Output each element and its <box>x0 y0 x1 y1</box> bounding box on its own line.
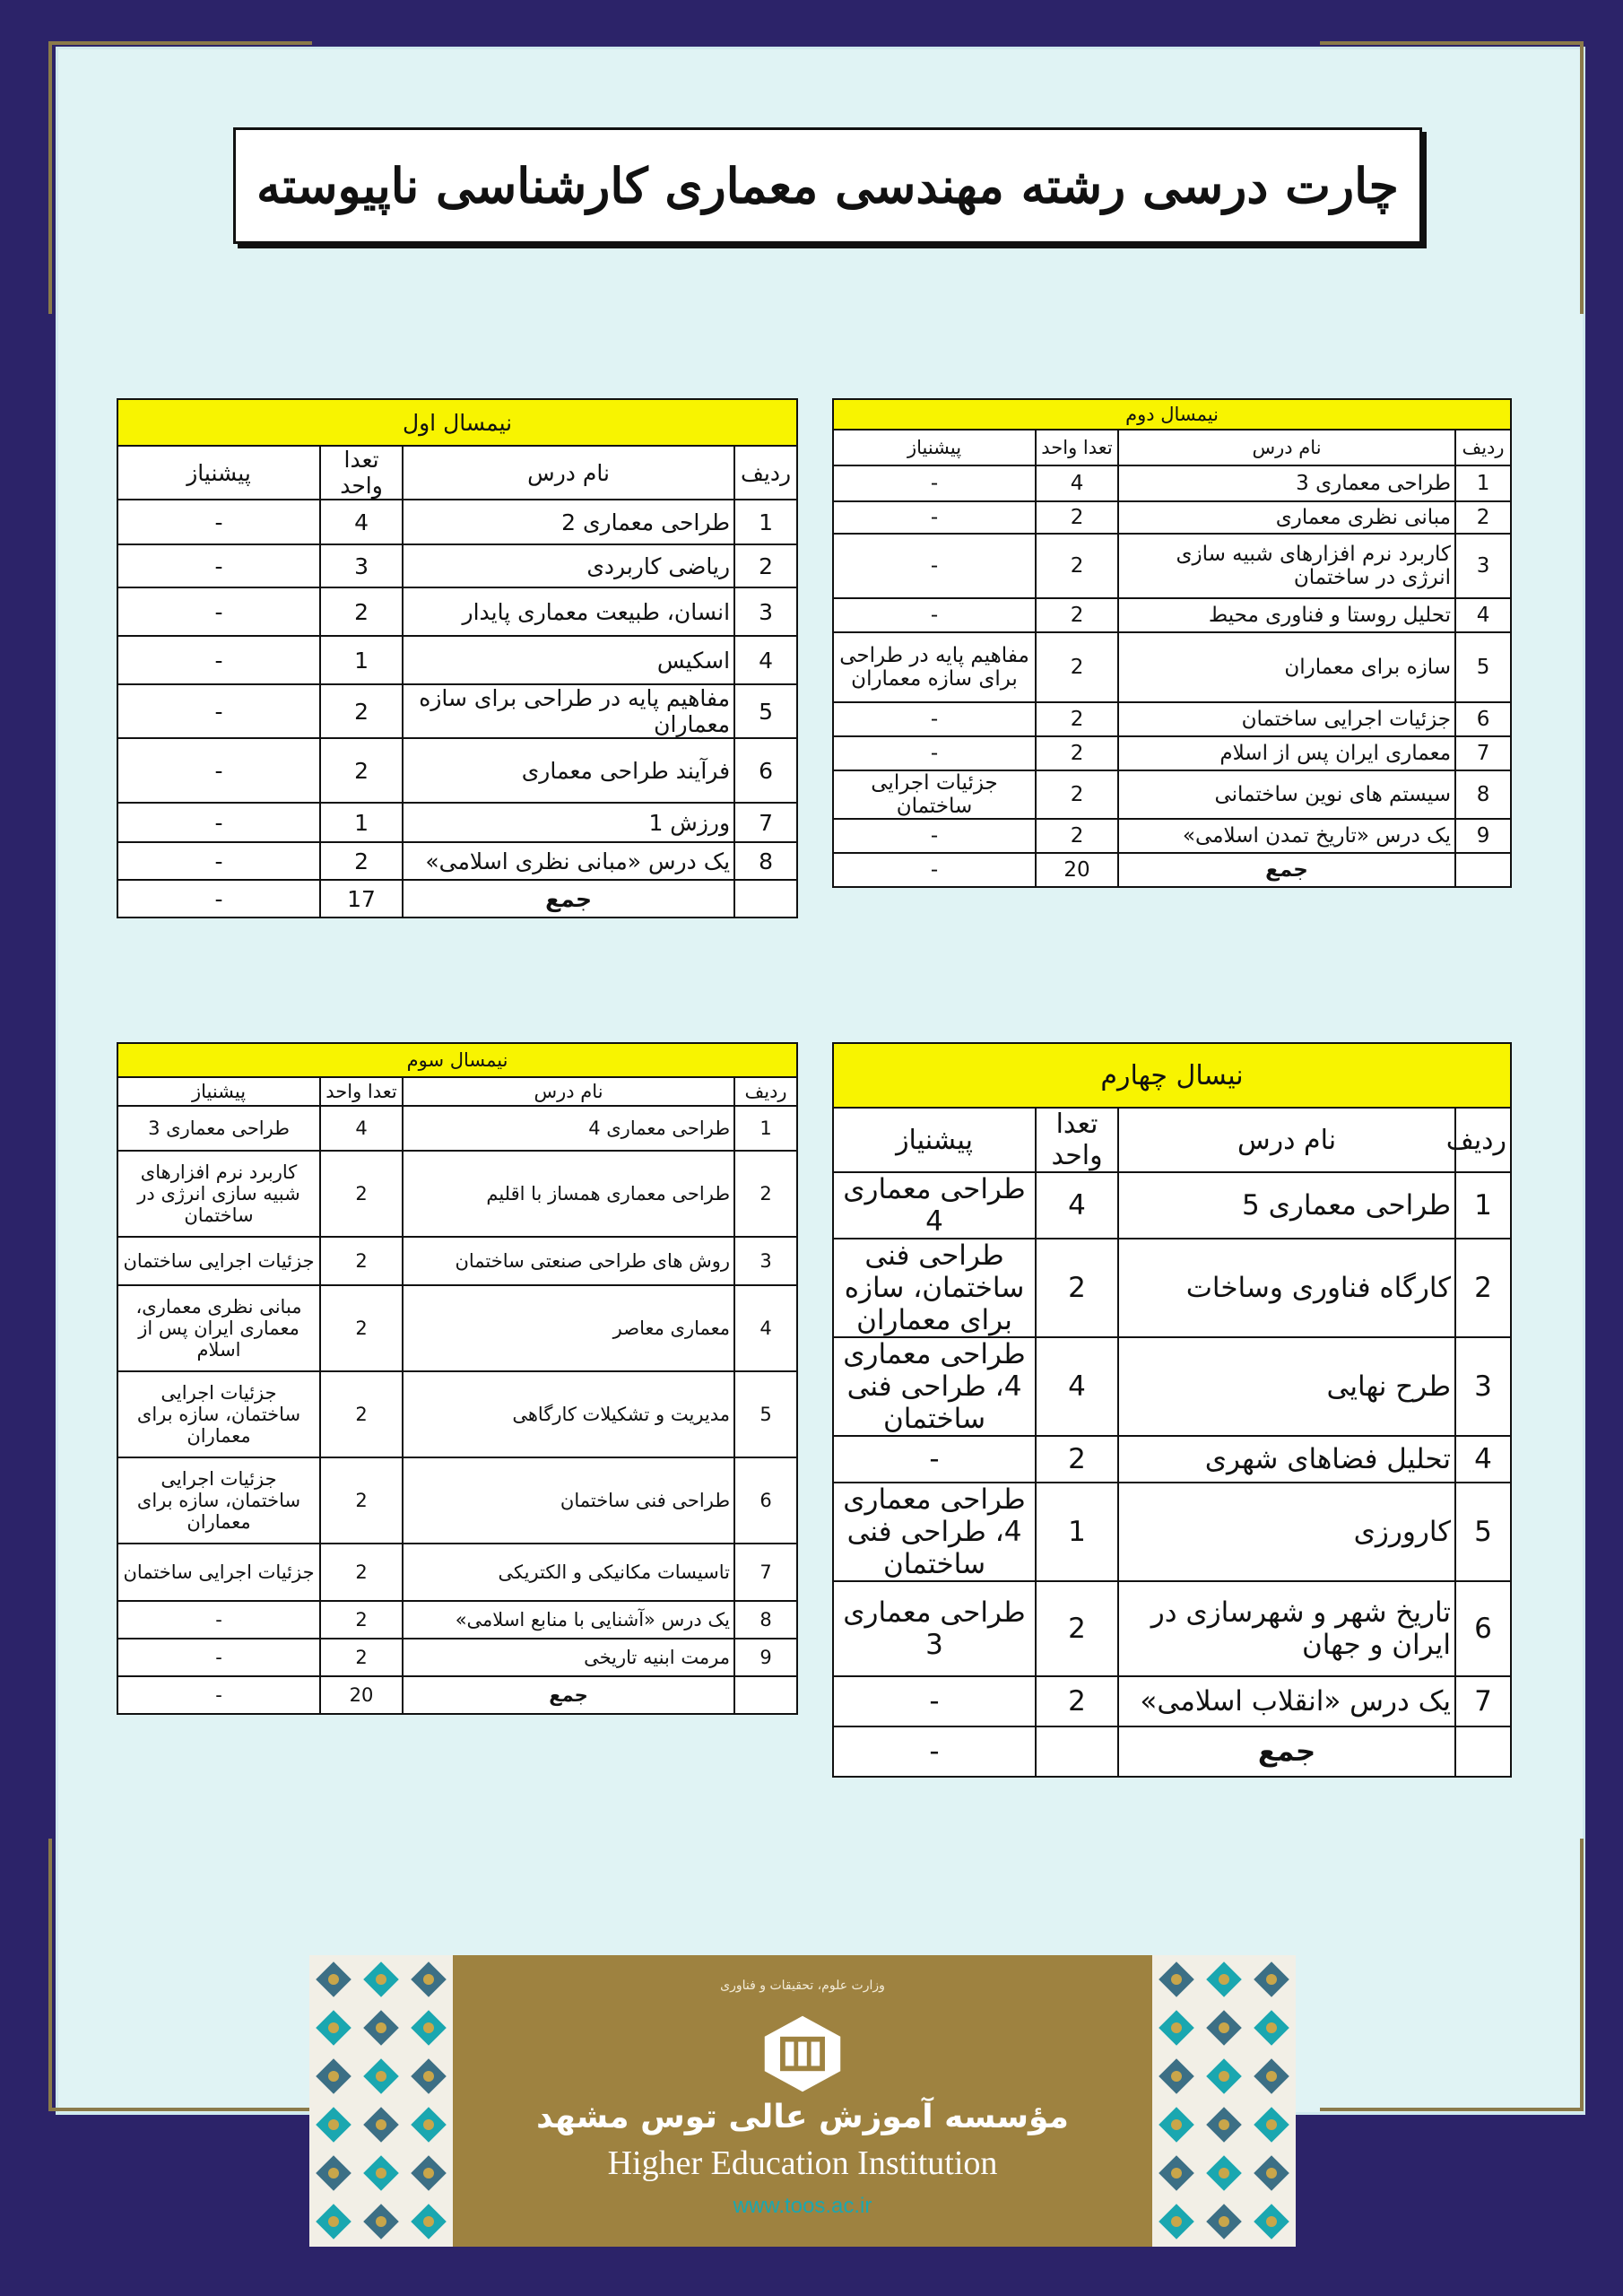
pattern-dot <box>328 2168 339 2179</box>
table-row <box>833 1676 1511 1726</box>
course-name: طراحی فنی ساختمان <box>403 1457 734 1544</box>
table-row <box>117 636 797 684</box>
course-units: 1 <box>1036 1483 1118 1581</box>
pattern-dot <box>1171 2168 1182 2179</box>
course-prerequisite: - <box>117 544 320 587</box>
row-number: 5 <box>734 684 797 738</box>
pattern-dot <box>1219 2216 1229 2227</box>
course-name: طراحی معماری 2 <box>403 500 734 544</box>
pattern-dot <box>423 2168 434 2179</box>
row-number: 2 <box>734 544 797 587</box>
course-units: 4 <box>320 1106 403 1151</box>
course-units: 2 <box>1036 819 1118 853</box>
course-prerequisite: - <box>833 702 1036 736</box>
course-prerequisite: جزئیات اجرایی ساختمان، سازه برای معماران <box>117 1457 320 1544</box>
row-number: 5 <box>1455 1483 1511 1581</box>
row-number: 7 <box>734 1544 797 1601</box>
header-prerequisite: پیشنیاز <box>117 1077 320 1106</box>
header-course-name: نام درس <box>1118 1108 1455 1172</box>
pattern-dot <box>1171 2119 1182 2130</box>
course-name: یک درس «تاریخ تمدن اسلامی» <box>1118 819 1455 853</box>
row-number: 8 <box>734 1601 797 1639</box>
table-row <box>117 738 797 803</box>
course-units: 2 <box>1036 632 1118 702</box>
table-row <box>833 1172 1511 1239</box>
course-prerequisite: طراحی فنی ساختمان، سازه برای معماران <box>833 1239 1036 1337</box>
course-prerequisite: - <box>117 587 320 636</box>
course-prerequisite: - <box>117 636 320 684</box>
course-name: کارگاه فناوری وساخات <box>1118 1239 1455 1337</box>
pattern-dot <box>1266 2216 1277 2227</box>
row-number: 9 <box>734 1639 797 1676</box>
row-number: 3 <box>1455 534 1511 598</box>
course-units: 1 <box>320 803 403 842</box>
course-name: مدیریت و تشکیلات کارگاهی <box>403 1371 734 1457</box>
table-row <box>117 1601 797 1639</box>
semester-title: نیمسال اول <box>117 399 797 446</box>
pattern-dot <box>1266 2119 1277 2130</box>
course-units: 1 <box>320 636 403 684</box>
header-course-name: نام درس <box>403 446 734 500</box>
pattern-dot <box>1266 2022 1277 2033</box>
course-units: 2 <box>320 738 403 803</box>
total-units <box>1036 1726 1118 1777</box>
semester-1-table <box>117 398 798 918</box>
course-prerequisite: جزئیات اجرایی ساختمان <box>117 1544 320 1601</box>
course-prerequisite: - <box>117 684 320 738</box>
course-name: طراحی معماری 5 <box>1118 1172 1455 1239</box>
table-row <box>117 1106 797 1151</box>
row-number: 8 <box>1455 770 1511 819</box>
table-row <box>117 1285 797 1371</box>
row-number: 6 <box>1455 702 1511 736</box>
course-name: کاربرد نرم افزارهای شبیه سازی انرژی در ساختمان <box>1118 534 1455 598</box>
row-number: 3 <box>734 587 797 636</box>
semester-title: نیمسال سوم <box>117 1043 797 1077</box>
row-number: 4 <box>1455 598 1511 632</box>
pattern-dot <box>328 2071 339 2082</box>
page-title: چارت درسی رشته مهندسی معماری کارشناسی ناپیوسته <box>256 157 1399 214</box>
total-row-number <box>734 880 797 918</box>
total-row <box>117 1676 797 1714</box>
table-row <box>833 1483 1511 1581</box>
row-number: 6 <box>734 738 797 803</box>
table-row <box>833 1337 1511 1436</box>
pattern-dot <box>328 2216 339 2227</box>
row-number: 5 <box>734 1371 797 1457</box>
header-row-number: ردیف <box>1455 1108 1511 1172</box>
table-row <box>117 1639 797 1676</box>
course-prerequisite: - <box>833 819 1036 853</box>
table-row <box>117 1237 797 1285</box>
course-units: 2 <box>320 1285 403 1371</box>
table-row <box>117 842 797 880</box>
total-row <box>833 853 1511 887</box>
course-units: 2 <box>1036 534 1118 598</box>
pattern-dot <box>1171 1974 1182 1985</box>
row-number: 4 <box>734 636 797 684</box>
total-row-number <box>1455 853 1511 887</box>
course-prerequisite: طراحی معماری 4 <box>833 1172 1036 1239</box>
course-name: تحلیل فضاهای شهری <box>1118 1436 1455 1483</box>
course-prerequisite: طراحی معماری 3 <box>117 1106 320 1151</box>
total-prerequisite: - <box>833 1726 1036 1777</box>
semester-3-table <box>117 1042 798 1715</box>
course-units: 2 <box>320 1371 403 1457</box>
course-units: 4 <box>1036 1172 1118 1239</box>
course-name: یک درس «مبانی نظری اسلامی» <box>403 842 734 880</box>
course-name: مفاهیم پایه در طراحی برای سازه معماران <box>403 684 734 738</box>
table-row <box>833 632 1511 702</box>
header-course-name: نام درس <box>1118 430 1455 465</box>
row-number: 4 <box>1455 1436 1511 1483</box>
pattern-dot <box>376 2119 386 2130</box>
course-units: 2 <box>1036 1581 1118 1676</box>
course-units: 2 <box>1036 1676 1118 1726</box>
header-prerequisite: پیشنیاز <box>117 446 320 500</box>
table-row <box>117 587 797 636</box>
course-prerequisite: - <box>117 842 320 880</box>
row-number: 1 <box>734 500 797 544</box>
row-number: 5 <box>1455 632 1511 702</box>
ministry-text: وزارت علوم، تحقیقات و فناوری <box>720 1979 885 1993</box>
table-row <box>833 501 1511 534</box>
table-row <box>833 770 1511 819</box>
course-prerequisite: مبانی نظری معماری، معماری ایران پس از اسلام <box>117 1285 320 1371</box>
islamic-pattern-right <box>1152 1955 1296 2247</box>
table-row <box>117 1544 797 1601</box>
course-prerequisite: طراحی معماری 4، طراحی فنی ساختمان <box>833 1337 1036 1436</box>
course-name: طراحی معماری 4 <box>403 1106 734 1151</box>
course-prerequisite: طراحی معماری 3 <box>833 1581 1036 1676</box>
course-name: جزئیات اجرایی ساختمان <box>1118 702 1455 736</box>
course-prerequisite: جزئیات اجرایی ساختمان، سازه برای معماران <box>117 1371 320 1457</box>
total-row <box>833 1726 1511 1777</box>
row-number: 3 <box>734 1237 797 1285</box>
pattern-dot <box>1219 1974 1229 1985</box>
course-units: 2 <box>1036 702 1118 736</box>
course-units: 2 <box>320 1639 403 1676</box>
course-prerequisite: - <box>833 465 1036 501</box>
pattern-dot <box>376 1974 386 1985</box>
course-units: 4 <box>1036 465 1118 501</box>
course-prerequisite: - <box>833 1676 1036 1726</box>
header-units: تعدا واحد <box>320 1077 403 1106</box>
pattern-dot <box>423 2216 434 2227</box>
total-label: جمع <box>403 1676 734 1714</box>
course-prerequisite: مفاهیم پایه در طراحی برای سازه معماران <box>833 632 1036 702</box>
table-row <box>833 736 1511 770</box>
course-units: 3 <box>320 544 403 587</box>
total-label: جمع <box>1118 853 1455 887</box>
table-row <box>833 702 1511 736</box>
course-prerequisite: - <box>833 598 1036 632</box>
pattern-dot <box>376 2071 386 2082</box>
row-number: 6 <box>1455 1581 1511 1676</box>
semester-title: نیسال چهارم <box>833 1043 1511 1108</box>
pattern-dot <box>1171 2071 1182 2082</box>
institution-logo <box>309 1955 1296 2247</box>
course-units: 2 <box>320 684 403 738</box>
row-number: 2 <box>734 1151 797 1237</box>
logo-gold-panel <box>453 1955 1152 2247</box>
course-units: 2 <box>1036 1239 1118 1337</box>
total-prerequisite: - <box>117 1676 320 1714</box>
pattern-dot <box>1171 2216 1182 2227</box>
table-row <box>117 1457 797 1544</box>
pattern-dot <box>1266 2071 1277 2082</box>
pattern-dot <box>1266 2168 1277 2179</box>
course-units: 4 <box>320 500 403 544</box>
course-name: ورزش 1 <box>403 803 734 842</box>
pattern-dot <box>1219 2168 1229 2179</box>
table-row <box>117 1371 797 1457</box>
institution-name-fa: مؤسسه آموزش عالی توس مشهد <box>536 2099 1069 2135</box>
pattern-dot <box>423 2071 434 2082</box>
course-name: تاریخ شهر و شهرسازی در ایران و جهان <box>1118 1581 1455 1676</box>
course-name: یک درس «آشنایی با منابع اسلامی» <box>403 1601 734 1639</box>
total-prerequisite: - <box>117 880 320 918</box>
row-number: 7 <box>734 803 797 842</box>
corner-ornament <box>1320 1839 1584 2111</box>
table-row <box>117 684 797 738</box>
course-name: اسکیس <box>403 636 734 684</box>
pattern-dot <box>376 2216 386 2227</box>
table-row <box>117 500 797 544</box>
total-label: جمع <box>1118 1726 1455 1777</box>
course-name: تاسیسات مکانیکی و الکتریکی <box>403 1544 734 1601</box>
pattern-dot <box>376 2168 386 2179</box>
row-number: 8 <box>734 842 797 880</box>
course-prerequisite: طراحی معماری 4، طراحی فنی ساختمان <box>833 1483 1036 1581</box>
header-units: تعدا واحد <box>1036 430 1118 465</box>
course-prerequisite: - <box>833 1436 1036 1483</box>
course-units: 2 <box>1036 770 1118 819</box>
course-units: 2 <box>320 1151 403 1237</box>
course-units: 2 <box>1036 1436 1118 1483</box>
course-name: طراحی معماری همساز با اقلیم <box>403 1151 734 1237</box>
course-units: 2 <box>1036 598 1118 632</box>
table-row <box>117 803 797 842</box>
row-number: 2 <box>1455 1239 1511 1337</box>
semester-2-table <box>832 398 1512 888</box>
row-number: 1 <box>1455 1172 1511 1239</box>
course-prerequisite: - <box>833 501 1036 534</box>
course-prerequisite: - <box>833 736 1036 770</box>
course-name: انسان، طبیعت معماری پایدار <box>403 587 734 636</box>
pattern-dot <box>328 1974 339 1985</box>
institution-name-en: Higher Education Institution <box>607 2144 998 2182</box>
course-units: 2 <box>320 1544 403 1601</box>
total-prerequisite: - <box>833 853 1036 887</box>
pattern-dot <box>423 2119 434 2130</box>
course-prerequisite: - <box>833 534 1036 598</box>
row-number: 2 <box>1455 501 1511 534</box>
pattern-dot <box>328 2022 339 2033</box>
row-number: 1 <box>1455 465 1511 501</box>
islamic-pattern-left <box>309 1955 453 2247</box>
course-units: 2 <box>1036 501 1118 534</box>
course-name: یک درس «انقلاب اسلامی» <box>1118 1676 1455 1726</box>
course-prerequisite: - <box>117 1601 320 1639</box>
pattern-dot <box>1219 2119 1229 2130</box>
header-row-number: ردیف <box>734 446 797 500</box>
course-name: کارورزی <box>1118 1483 1455 1581</box>
row-number: 7 <box>1455 1676 1511 1726</box>
course-units: 2 <box>320 842 403 880</box>
header-prerequisite: پیشنیاز <box>833 430 1036 465</box>
course-name: مبانی نظری معماری <box>1118 501 1455 534</box>
course-name: معماری ایران پس از اسلام <box>1118 736 1455 770</box>
pattern-dot <box>423 1974 434 1985</box>
table-row <box>833 598 1511 632</box>
semester-4-table <box>832 1042 1512 1778</box>
total-row-number <box>1455 1726 1511 1777</box>
total-row-number <box>734 1676 797 1714</box>
course-units: 2 <box>1036 736 1118 770</box>
header-course-name: نام درس <box>403 1077 734 1106</box>
course-prerequisite: جزئیات اجرایی ساختمان <box>117 1237 320 1285</box>
total-units: 17 <box>320 880 403 918</box>
table-row <box>833 1239 1511 1337</box>
course-name: طرح نهایی <box>1118 1337 1455 1436</box>
row-number: 9 <box>1455 819 1511 853</box>
table-row <box>833 1581 1511 1676</box>
course-name: مرمت ابنیه تاریخی <box>403 1639 734 1676</box>
header-units: تعدا واحد <box>1036 1108 1118 1172</box>
course-prerequisite: - <box>117 1639 320 1676</box>
row-number: 7 <box>1455 736 1511 770</box>
table-row <box>833 819 1511 853</box>
course-units: 2 <box>320 1237 403 1285</box>
row-number: 4 <box>734 1285 797 1371</box>
table-row <box>117 1151 797 1237</box>
institution-url[interactable]: www.toos.ac.ir <box>733 2194 872 2218</box>
pattern-dot <box>423 2022 434 2033</box>
table-row <box>833 534 1511 598</box>
semester-title: نیمسال دوم <box>833 399 1511 430</box>
table-row <box>833 1436 1511 1483</box>
header-row-number: ردیف <box>734 1077 797 1106</box>
course-units: 2 <box>320 1601 403 1639</box>
course-name: سازه برای معماران <box>1118 632 1455 702</box>
pattern-dot <box>1219 2071 1229 2082</box>
course-units: 2 <box>320 587 403 636</box>
course-units: 4 <box>1036 1337 1118 1436</box>
pattern-dot <box>1219 2022 1229 2033</box>
total-units: 20 <box>1036 853 1118 887</box>
total-row <box>117 880 797 918</box>
row-number: 6 <box>734 1457 797 1544</box>
pattern-dot <box>1171 2022 1182 2033</box>
course-name: معماری معاصر <box>403 1285 734 1371</box>
title-box <box>233 127 1422 244</box>
course-units: 2 <box>320 1457 403 1544</box>
course-prerequisite: - <box>117 500 320 544</box>
course-prerequisite: کاربرد نرم افزارهای شبیه سازی انرژی در ساختمان <box>117 1151 320 1237</box>
pattern-dot <box>328 2119 339 2130</box>
course-name: فرآیند طراحی معماری <box>403 738 734 803</box>
header-units: تعدا واحد <box>320 446 403 500</box>
row-number: 3 <box>1455 1337 1511 1436</box>
pattern-dot <box>1266 1974 1277 1985</box>
total-units: 20 <box>320 1676 403 1714</box>
table-row <box>117 544 797 587</box>
header-prerequisite: پیشنیاز <box>833 1108 1036 1172</box>
pattern-dot <box>376 2022 386 2033</box>
course-name: ریاضی کاربردی <box>403 544 734 587</box>
row-number: 1 <box>734 1106 797 1151</box>
table-row <box>833 465 1511 501</box>
course-name: تحلیل روستا و فناوری محیط <box>1118 598 1455 632</box>
corner-ornament <box>48 1839 312 2111</box>
institution-emblem-icon <box>759 2011 846 2097</box>
course-name: سیستم های نوین ساختمانی <box>1118 770 1455 819</box>
course-prerequisite: - <box>117 738 320 803</box>
course-name: طراحی معماری 3 <box>1118 465 1455 501</box>
course-prerequisite: جزئیات اجرایی ساختمان <box>833 770 1036 819</box>
header-row-number: ردیف <box>1455 430 1511 465</box>
course-prerequisite: - <box>117 803 320 842</box>
total-label: جمع <box>403 880 734 918</box>
course-name: روش های طراحی صنعتی ساختمان <box>403 1237 734 1285</box>
